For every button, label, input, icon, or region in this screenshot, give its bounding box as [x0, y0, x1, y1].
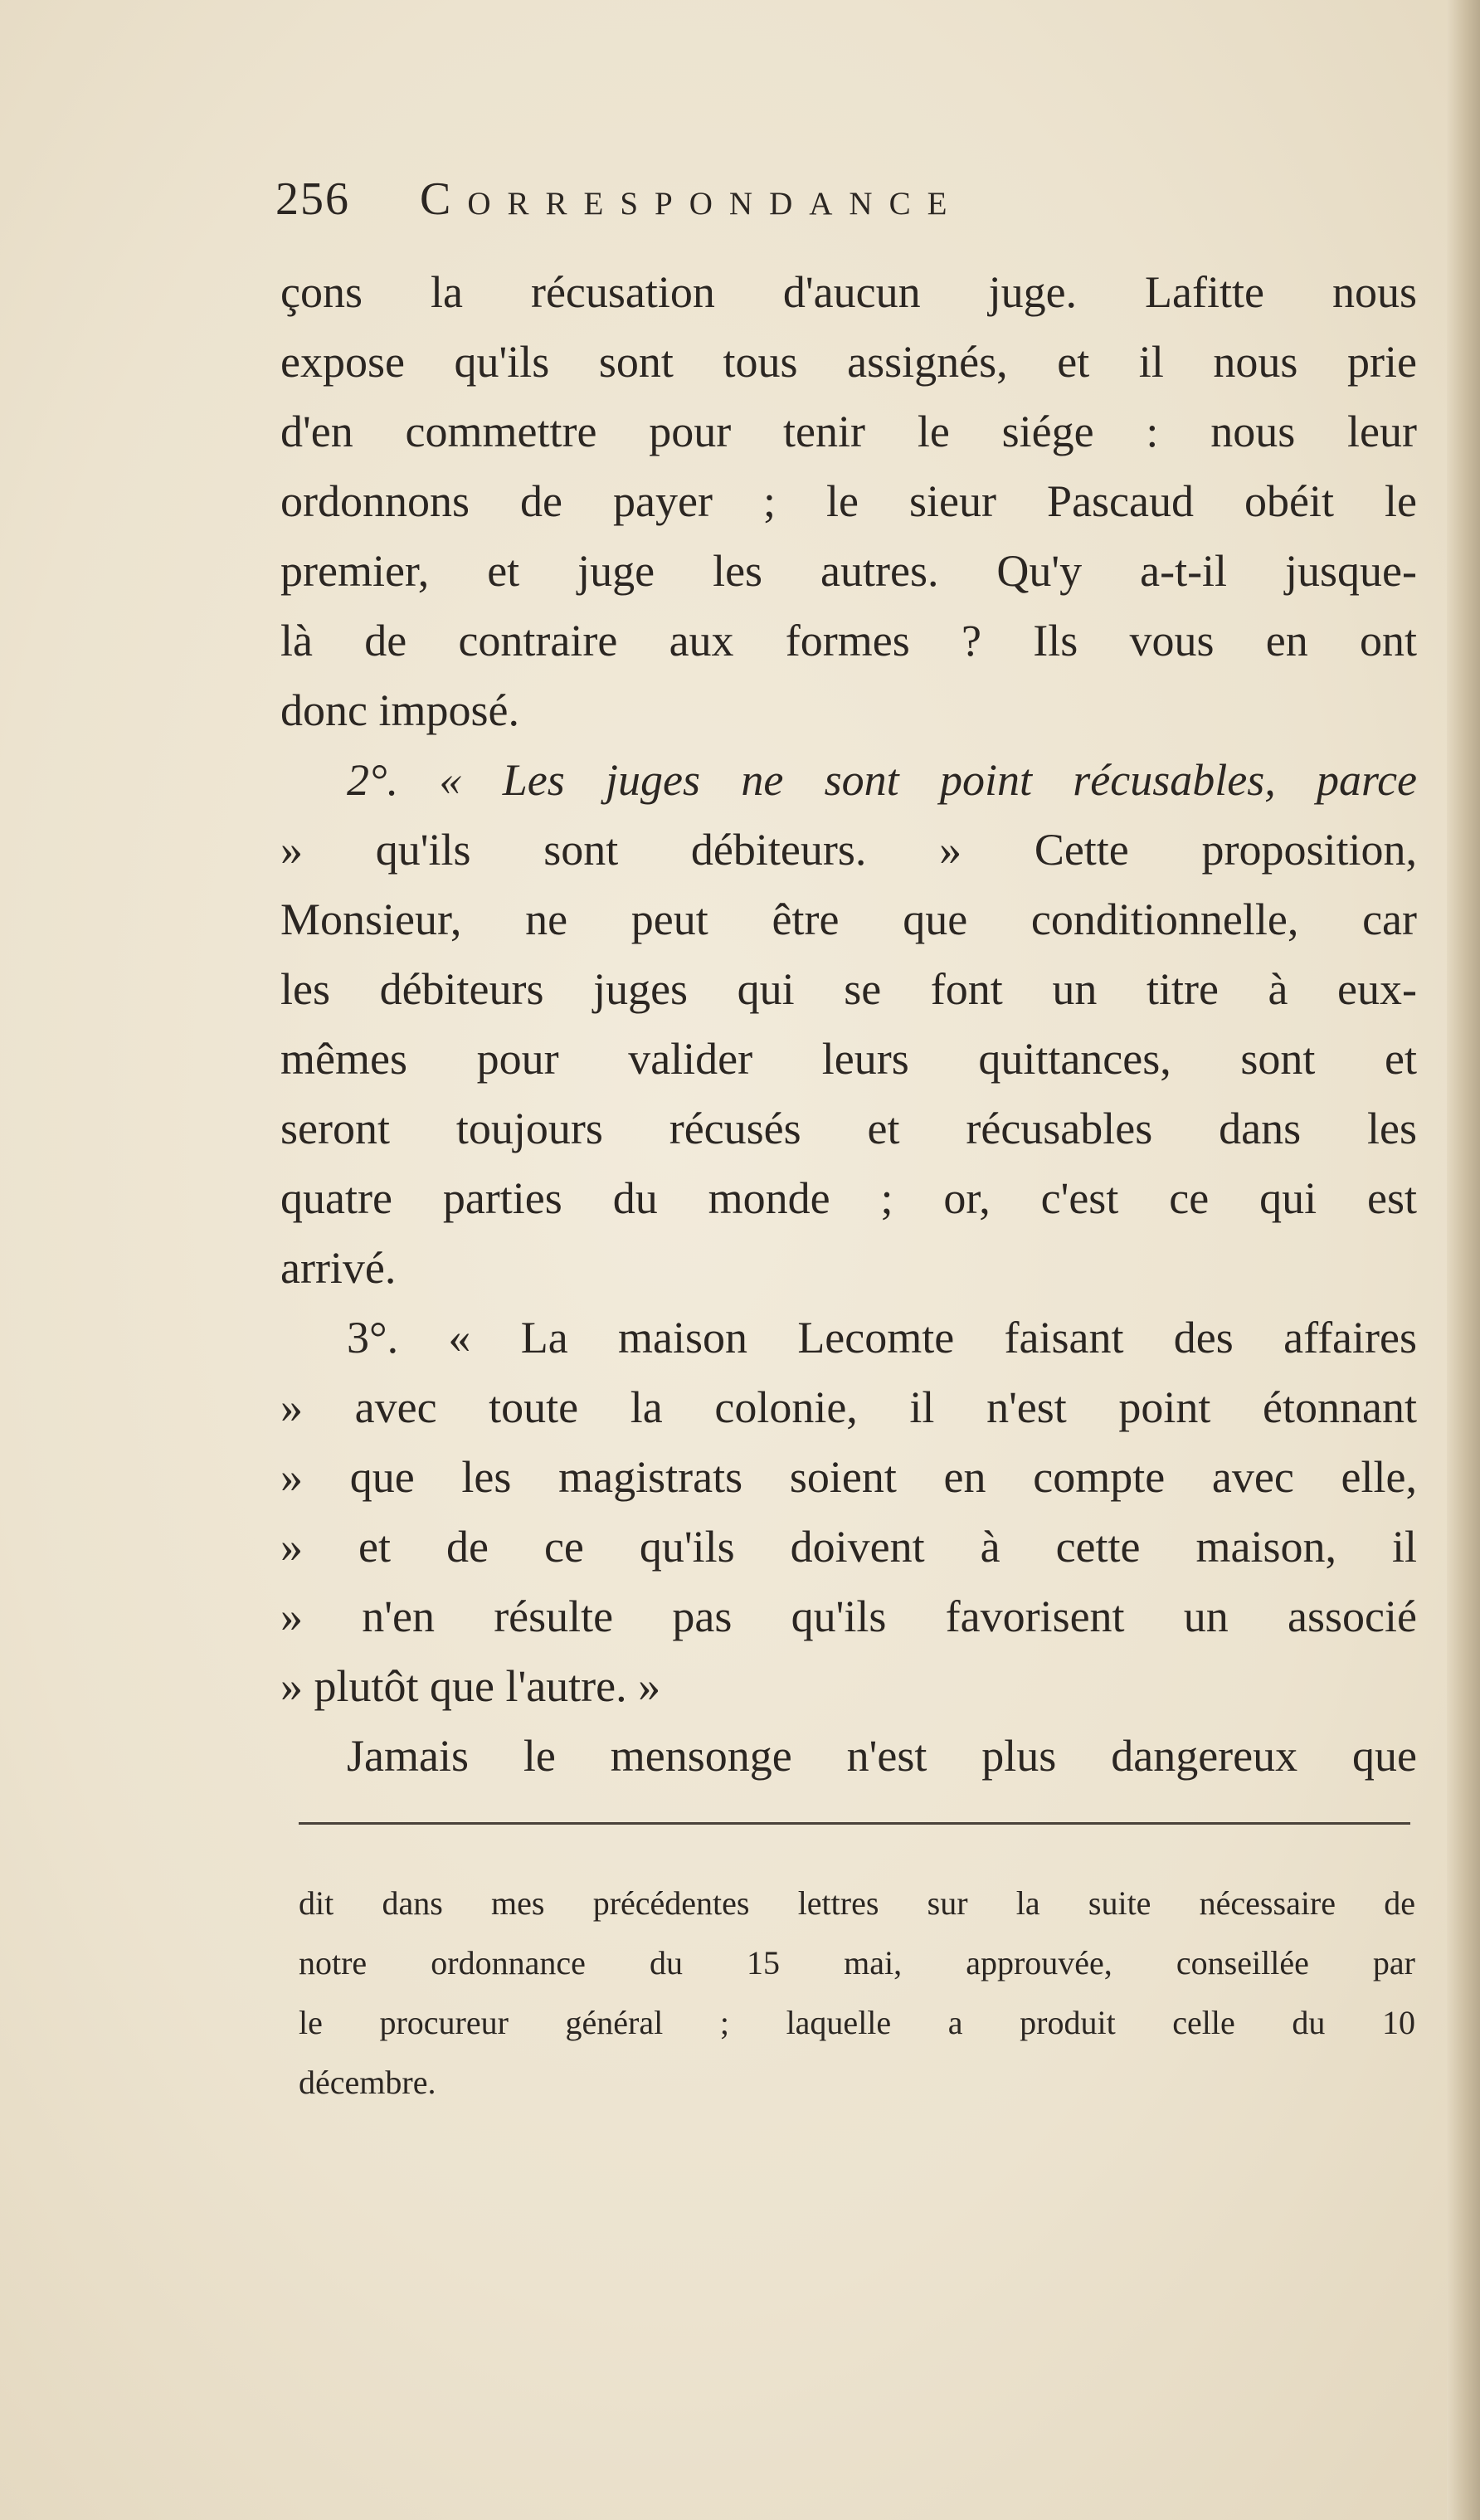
footnote [299, 1874, 1415, 2113]
page-gutter-edge [1447, 0, 1480, 2520]
text-line: mêmes pour valider leurs quittances, sont et [280, 1034, 1417, 1084]
text-line: ordonnons de payer ; le sieur Pascaud obéit le [280, 476, 1417, 526]
footnote-line: dit dans mes précédentes lettres sur la suite nécessaire de [299, 1884, 1415, 1922]
text-line: » avec toute la colonie, il n'est point étonnant [280, 1382, 1417, 1432]
text-line: » n'en résulte pas qu'ils favorisent un associé [280, 1591, 1417, 1641]
text-line: Jamais le mensonge n'est plus dangereux que [347, 1731, 1417, 1781]
body-text [280, 257, 1417, 1791]
running-title: Correspondance [420, 173, 964, 225]
text-line: donc imposé. [280, 685, 519, 735]
text-line: d'en commettre pour tenir le siége : nous leur [280, 407, 1417, 456]
text-line: 3°. « La maison Lecomte faisant des affaires [347, 1313, 1417, 1362]
footnote-line: décembre. [299, 2064, 436, 2101]
page-number: 256 [275, 173, 350, 225]
footnote-divider [299, 1822, 1410, 1825]
footnote-line: notre ordonnance du 15 mai, approuvée, conseillée par [299, 1944, 1415, 1981]
text-line: quatre parties du monde ; or, c'est ce qui est [280, 1173, 1417, 1223]
text-line: 2°. « Les juges ne sont point récusables, parce [347, 755, 1417, 805]
footnote-line: le procureur général ; laquelle a produit celle du 10 [299, 2004, 1415, 2041]
text-line: çons la récusation d'aucun juge. Lafitte nous [280, 267, 1417, 317]
text-line: premier, et juge les autres. Qu'y a-t-il jusque- [280, 546, 1417, 596]
text-line: seront toujours récusés et récusables dans les [280, 1104, 1417, 1153]
text-line: » que les magistrats soient en compte avec elle, [280, 1452, 1417, 1502]
text-line: là de contraire aux formes ? Ils vous en ont [280, 616, 1417, 665]
text-line: » qu'ils sont débiteurs. » Cette proposition, [280, 825, 1417, 875]
text-line: les débiteurs juges qui se font un titre à eux- [280, 964, 1417, 1014]
text-line: Monsieur, ne peut être que conditionnelle, car [280, 894, 1417, 944]
text-line: » plutôt que l'autre. » [280, 1661, 661, 1711]
running-header [275, 173, 1420, 239]
text-line: » et de ce qu'ils doivent à cette maison, il [280, 1522, 1417, 1572]
text-line: arrivé. [280, 1243, 397, 1293]
text-line: expose qu'ils sont tous assignés, et il nous prie [280, 337, 1417, 387]
